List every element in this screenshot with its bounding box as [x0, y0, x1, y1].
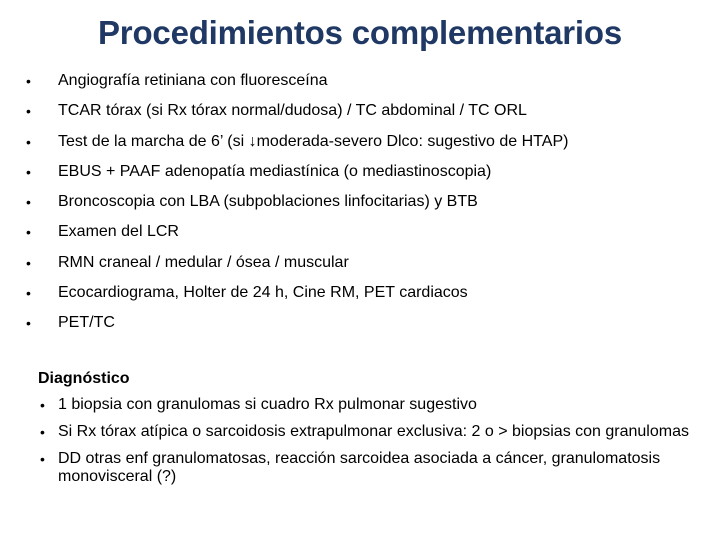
diagnosis-list: [38, 396, 698, 486]
list-item: [38, 423, 698, 441]
list-item: [38, 396, 698, 414]
list-item-text: Angiografía retiniana con fluoresceína: [58, 72, 328, 89]
list-item: [22, 187, 702, 217]
bullet-icon: •: [40, 451, 45, 467]
list-item-text: Ecocardiograma, Holter de 24 h, Cine RM, PET cardiacos: [58, 284, 468, 302]
list-item-text: Examen del LCR: [58, 223, 179, 241]
list-item-text: RMN craneal / medular / ósea / muscular: [58, 253, 349, 271]
bullet-icon: •: [26, 133, 31, 150]
bullet-icon: •: [26, 224, 31, 241]
list-item-text: TCAR tórax (si Rx tórax normal/dudosa) / TC abdominal / TC ORL: [58, 102, 527, 120]
list-item-text: DD otras enf granulomatosas, reacción sarcoidea asociada a cáncer, granulomatosis monovisceral (?): [58, 450, 661, 485]
diagnosis-heading: Diagnóstico: [38, 370, 130, 387]
list-item-text: PET/TC: [58, 314, 115, 332]
list-item-text: Broncoscopia con LBA (subpoblaciones linfocitarias) y BTB: [58, 193, 478, 211]
list-item: [22, 157, 702, 187]
bullet-icon: •: [26, 103, 31, 120]
list-item: [22, 278, 702, 308]
list-item-text: 1 biopsia con granulomas si cuadro Rx pulmonar sugestivo: [58, 396, 477, 413]
bullet-icon: •: [26, 285, 31, 302]
list-item: [38, 450, 698, 486]
bullet-icon: •: [26, 254, 31, 271]
list-item: [22, 66, 702, 96]
bullet-icon: •: [26, 315, 31, 332]
list-item-text: EBUS + PAAF adenopatía mediastínica (o mediastinoscopia): [58, 162, 492, 180]
bullet-icon: •: [26, 73, 31, 89]
list-item: [22, 127, 702, 157]
diagnosis-section: [38, 366, 698, 486]
bullet-icon: •: [26, 163, 31, 180]
list-item: [22, 248, 702, 278]
slide-title: Procedimientos complementarios: [98, 14, 622, 51]
list-item-text: Si Rx tórax atípica o sarcoidosis extrapulmonar exclusiva: 2 o > biopsias con granulomas: [58, 423, 689, 440]
bullet-icon: •: [40, 397, 45, 413]
list-item: [22, 96, 702, 126]
list-item: [22, 217, 702, 247]
list-item: [22, 308, 702, 338]
bullet-icon: •: [40, 424, 45, 440]
list-item-text: Test de la marcha de 6’ (si ↓moderada-severo Dlco: sugestivo de HTAP): [58, 132, 569, 150]
procedures-list: [22, 66, 702, 339]
bullet-icon: •: [26, 194, 31, 211]
